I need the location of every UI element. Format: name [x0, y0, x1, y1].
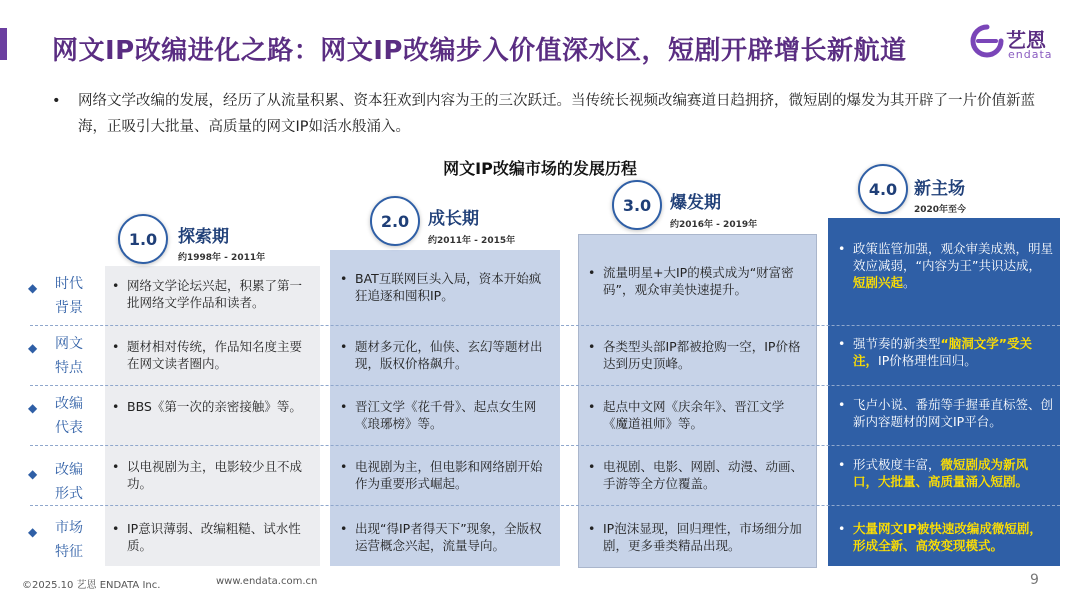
cell-3-representatives: • 起点中文网《庆余年》、晋江文学《魔道祖师》等。	[588, 399, 785, 431]
intro-bullet: •	[52, 93, 61, 109]
stage-3-number: 3.0	[612, 180, 662, 230]
cell-1-representatives: • BBS《第一次的亲密接触》等。	[112, 399, 302, 414]
footer-website[interactable]: www.endata.com.cn	[216, 576, 318, 587]
stage-2-name: 成长期	[428, 209, 479, 229]
endata-logo	[970, 22, 1070, 66]
page-number: 9	[1030, 572, 1039, 588]
stage-2-number: 2.0	[370, 196, 420, 246]
cell-2-background: • BAT互联网巨头入局，资本开始疯狂追逐和囤积IP。	[340, 271, 542, 303]
cell-2-representatives: • 晋江文学《花千骨》、起点女生网《琅琊榜》等。	[340, 399, 537, 431]
cell-4-features: • 强节奏的新类型“脑洞文学”受关注，IP价格理性回归。	[838, 336, 1032, 368]
intro-text: 网络文学改编的发展，经历了从流量积累、资本狂欢到内容为王的三次跃迁。当传统长视频改编赛道日趋拥挤，微短剧的爆发为其开辟了一片价值新蓝海，正吸引大批量、高质量的网文IP如活水般涌入。	[78, 93, 1035, 135]
cell-4-forms: • 形式极度丰富，微短剧成为新风口，大批量、高质量涌入短剧。	[838, 457, 1029, 489]
stage-4-number: 4.0	[858, 164, 908, 214]
logo-icon	[970, 24, 1004, 58]
row-divider	[30, 385, 1060, 386]
logo-text: 艺恩	[1006, 28, 1046, 52]
stage-3-name: 爆发期	[670, 193, 721, 213]
stage-4-period: 2020年至今	[914, 205, 967, 215]
stage-3-period: 约2016年 - 2019年	[670, 220, 758, 230]
cell-1-market: • IP意识薄弱、改编粗糙、试水性质。	[112, 521, 301, 553]
cell-3-market: • IP泡沫显现，回归理性，市场细分加剧，更多垂类精品出现。	[588, 521, 802, 553]
stage-4-name: 新主场	[914, 179, 965, 199]
cell-4-background: • 政策监管加强，观众审美成熟，明星效应减弱，“内容为王”共识达成，短剧兴起。	[838, 241, 1054, 290]
diamond-icon: ◆	[28, 281, 38, 295]
intro-paragraph	[52, 88, 1052, 140]
footer-copyright: ©2025.10 艺恩 ENDATA Inc.	[22, 580, 161, 591]
cell-1-forms: • 以电视剧为主，电影较少且不成功。	[112, 459, 303, 491]
cell-2-market: • 出现“得IP者得天下”现象，全版权运营概念兴起，流量导向。	[340, 521, 542, 553]
cell-1-features: • 题材相对传统，作品知名度主要在网文读者圈内。	[112, 339, 303, 371]
page-title: 网文IP改编进化之路：网文IP改编步入价值深水区，短剧开辟增长新航道	[52, 36, 907, 66]
row-label-representatives: ◆ 改编代表	[28, 396, 83, 436]
row-divider	[30, 325, 1060, 326]
diamond-icon: ◆	[28, 467, 38, 481]
logo-subtext: endata	[1008, 48, 1053, 61]
diamond-icon: ◆	[28, 401, 38, 415]
row-label-forms: ◆ 改编形式	[28, 462, 83, 502]
diamond-icon: ◆	[28, 525, 38, 539]
cell-3-forms: • 电视剧、电影、网剧、动漫、动画、手游等全方位覆盖。	[588, 459, 804, 491]
row-label-market: ◆ 市场特征	[28, 520, 83, 560]
stage-1-name: 探索期	[178, 227, 229, 247]
stage-2-period: 约2011年 - 2015年	[428, 236, 516, 246]
cell-4-market: • 大量网文IP被快速改编成微短剧，形成全新、高效变现模式。	[838, 521, 1042, 553]
diamond-icon: ◆	[28, 341, 38, 355]
timeline-title: 网文IP改编市场的发展历程	[443, 159, 637, 178]
cell-1-background: • 网络文学论坛兴起，积累了第一批网络文学作品和读者。	[112, 278, 303, 310]
stage-1-number: 1.0	[118, 214, 168, 264]
stage-1-period: 约1998年 - 2011年	[178, 253, 266, 263]
cell-2-features: • 题材多元化，仙侠、玄幻等题材出现，版权价格飙升。	[340, 339, 543, 371]
cell-3-features: • 各类型头部IP都被抢购一空，IP价格达到历史顶峰。	[588, 339, 801, 371]
row-label-features: ◆ 网文特点	[28, 336, 83, 376]
cell-3-background: • 流量明星+大IP的模式成为“财富密码”，观众审美快速提升。	[588, 265, 794, 297]
title-accent-bar	[0, 28, 7, 60]
row-label-background: ◆ 时代背景	[28, 276, 83, 316]
row-divider	[30, 445, 1060, 446]
row-divider	[30, 505, 1060, 506]
cell-2-forms: • 电视剧为主，但电影和网络剧开始作为重要形式崛起。	[340, 459, 543, 491]
cell-4-representatives: • 飞卢小说、番茄等手握垂直标签、创新内容题材的网文IP平台。	[838, 397, 1054, 429]
